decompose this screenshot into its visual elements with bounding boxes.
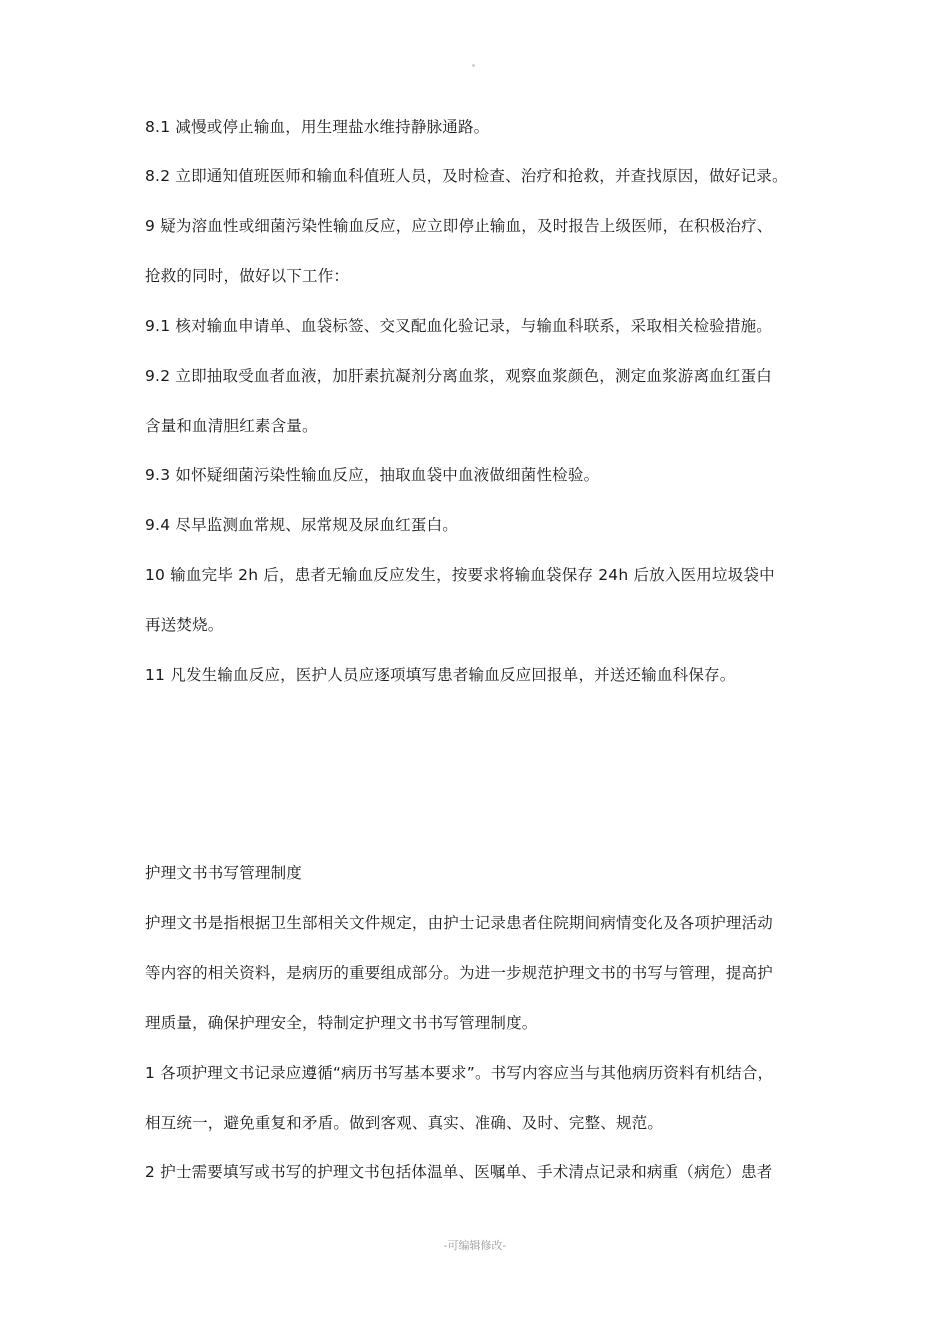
- paragraph-line: 9.2 立即抽取受血者血液，加肝素抗凝剂分离血浆，观察血浆颜色，测定血浆游离血红蛋白: [145, 367, 772, 385]
- page-footer: -可编辑修改-: [443, 1239, 507, 1252]
- paragraph-line: 10 输血完毕 2h 后，患者无输血反应发生，按要求将输血袋保存 24h 后放入医用垃圾袋中: [145, 566, 775, 584]
- section-title: 护理文书书写管理制度: [145, 864, 303, 882]
- paragraph-line: 8.1 减慢或停止输血，用生理盐水维持静脉通路。: [145, 118, 490, 136]
- paragraph-line: 9 疑为溶血性或细菌污染性输血反应，应立即停止输血，及时报告上级医师，在积极治疗、: [145, 217, 773, 235]
- paragraph-line: 抢救的同时，做好以下工作：: [145, 267, 350, 285]
- paragraph-line: 1 各项护理文书记录应遵循“病历书写基本要求”。书写内容应当与其他病历资料有机结合，: [145, 1064, 774, 1082]
- paragraph-line: 相互统一，避免重复和矛盾。做到客观、真实、准确、及时、完整、规范。: [145, 1114, 664, 1132]
- paragraph-line: 9.4 尽早监测血常规、尿常规及尿血红蛋白。: [145, 516, 458, 534]
- header-mark: [472, 64, 475, 67]
- paragraph-line: 再送焚烧。: [145, 616, 224, 634]
- paragraph-line: 等内容的相关资料，是病历的重要组成部分。为进一步规范护理文书的书写与管理，提高护: [145, 964, 774, 982]
- paragraph-line: 理质量，确保护理安全，特制定护理文书书写管理制度。: [145, 1014, 538, 1032]
- paragraph-line: 含量和血清胆红素含量。: [145, 417, 318, 435]
- paragraph-line: 2 护士需要填写或书写的护理文书包括体温单、医嘱单、手术清点记录和病重（病危）患者: [145, 1163, 773, 1181]
- paragraph-line: 11 凡发生输血反应，医护人员应逐项填写患者输血反应回报单，并送还输血科保存。: [145, 666, 736, 684]
- paragraph-line: 9.3 如怀疑细菌污染性输血反应，抽取血袋中血液做细菌性检验。: [145, 466, 600, 484]
- paragraph-line: 9.1 核对输血申请单、血袋标签、交叉配血化验记录，与输血科联系，采取相关检验措施。: [145, 317, 772, 335]
- paragraph-line: 8.2 立即通知值班医师和输血科值班人员，及时检查、治疗和抢救，并查找原因，做好记录。: [145, 167, 788, 185]
- paragraph-line: 护理文书是指根据卫生部相关文件规定，由护士记录患者住院期间病情变化及各项护理活动: [145, 914, 774, 932]
